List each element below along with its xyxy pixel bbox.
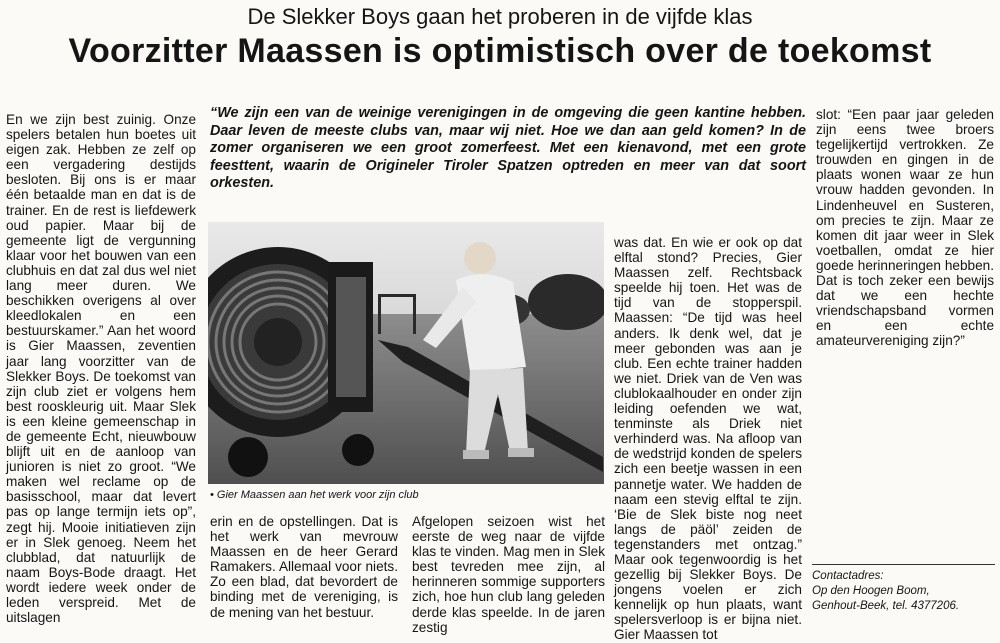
- column-3-text: Afgelopen seizoen wist het eerste de weg naar de vijfde klas te vinden. Mag men in Slek best tevreden mee zijn, al herinneren sommige supporters zich, hoe hun club lang geleden derde klas speelde. In de jaren zestig: [412, 514, 605, 635]
- contact-box: [812, 564, 995, 614]
- column-3: [412, 514, 605, 635]
- column-2-text: erin en de opstellingen. Dat is het werk van mevrouw Maassen en de heer Gerard Ramakers. Allemaal voor niets. Zo een blad, dat bevordert de binding met de vereniging, is de mening van het bestuur.: [210, 514, 398, 620]
- column-1-text: En we zijn best zuinig. Onze spelers betalen hun boetes uit eigen zak. Hebben ze zelf op een vergadering destijds besloten. Bij ons is er maar één betaalde man en dat is de trainer. En de rest is liefdewerk oud papier. Maar bij de gemeente ligt de vergunning klaar voor het bouwen van een clubhuis en dat zal dus wel niet lang meer duren. We beschikken overigens al over kleedlokalen en een bestuurskamer.” Aan het woord is Gier Maassen, zeventien jaar lang voorzitter van de Slekker Boys. De toekomst van zijn club ziet er volgens hem best rooskleurig uit. Maar Slek is een kleine gemeenschap in de gemeente Echt, nieuwbouw blijft uit en de aanloop van junioren is niet zo groot. “We maken wel reclame op de basisschool, maar dat levert pas op lange termijn iets op”, zegt hij. Mooie initiatieven zijn er in Slek genoeg. Neem het clubblad, dat natuurlijk de naam Boys-Bode draagt. Het wordt iedere week onder de leden verspreid. Met de uitslagen: [6, 112, 196, 626]
- column-5-text: slot: “Een paar jaar geleden zijn eens twee broers tegelijkertijd vertrokken. Ze trouwden en gingen in de plaats wonen waar ze hun vrouw hadden gevonden. In Lindenheuvel en Susteren, om precies te zijn. Maar ze komen dit jaar weer in Slek voetballen, omdat ze hier goede herinneringen hebben. Dat is toch zeker een bewijs dat we een hechte vriendschapsband vormen en een echte amateurvereniging zijn?”: [816, 107, 994, 349]
- column-4: [614, 235, 802, 643]
- column-2: [210, 514, 398, 620]
- pull-quote: “We zijn een van de weinige verenigingen in de omgeving die geen kantine hebben. Daar leven de meeste clubs van, maar wij niet. Hoe we dan aan geld komen? In de zomer organiseren we een groot zomerfeest. Met een kienavond, met een grote feesttent, waarin de Origineler Tiroler Spatzen optreden en meer van dat soort orkesten.: [210, 105, 806, 191]
- contact-line-2: Genhout-Beek, tel. 4377206.: [812, 600, 960, 612]
- column-1: [6, 112, 196, 625]
- contact-label: Contactadres:: [812, 570, 884, 582]
- contact-line-1: Op den Hoogen Boom,: [812, 585, 930, 597]
- photo: [208, 222, 604, 484]
- photo-caption: • Gier Maassen aan het werk voor zijn club: [210, 489, 419, 501]
- photo-image: [208, 222, 604, 484]
- headline: Voorzitter Maassen is optimistisch over de toekomst: [68, 32, 932, 70]
- column-5: [816, 107, 994, 349]
- column-4-text: was dat. En wie er ook op dat elftal stond? Precies, Gier Maassen zelf. Rechtsback speelde hij toen. Het was de tijd van de stopperspil. Maassen: “De tijd was heel anders. Ik denk wel, dat je meer gebonden was aan je club. Een echte trainer hadden we niet. Driek van de Ven was clublokaalhouder en onder zijn leiding oefenden we wat, tenminste als Driek niet verhinderd was. Na afloop van de wedstrijd konden de spelers zich een beetje wassen in een pannetje water. We hadden de naam een stevig elftal te zijn. ‘Bie de Slek biste nog neet langs de päöl’ zeiden de tegenstanders met ontzag.” Maar ook tegenwoordig is het gezellig bij Slekker Boys. De jongens voelen er zich kennelijk op hun plaats, want spelersverloop is er bijna niet. Gier Maassen tot: [614, 235, 802, 643]
- kicker: De Slekker Boys gaan het proberen in de vijfde klas: [247, 4, 753, 29]
